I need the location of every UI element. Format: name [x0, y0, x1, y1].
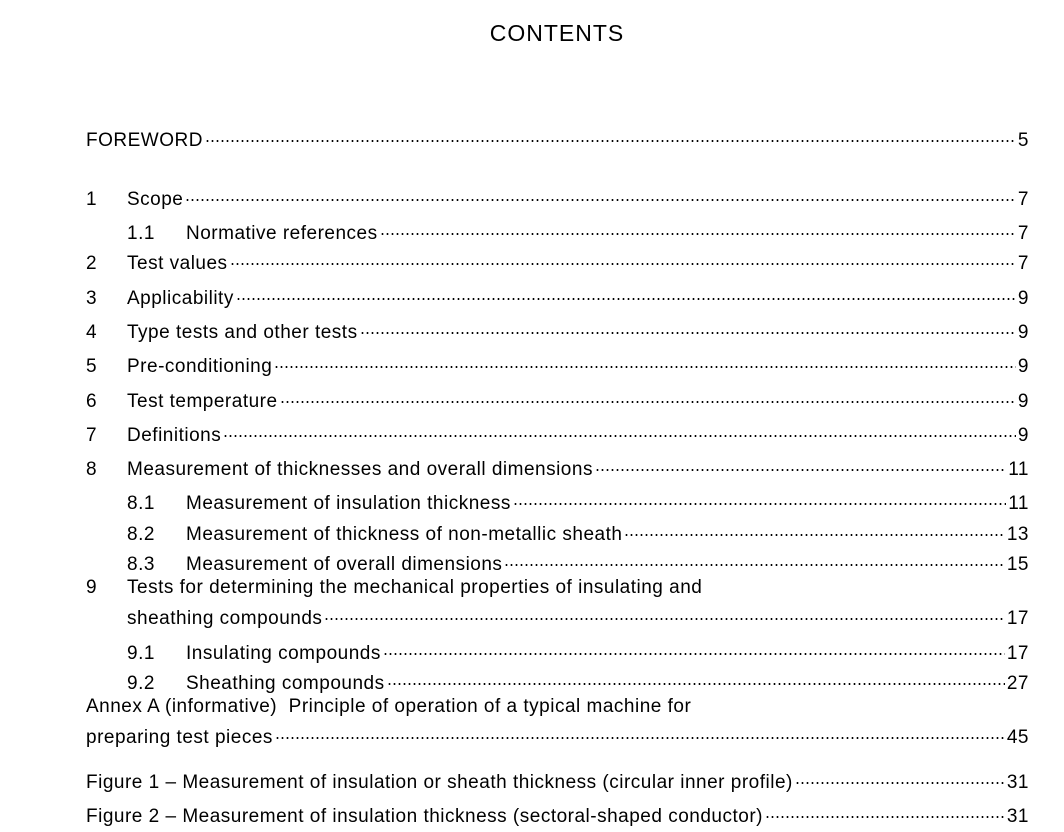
toc-section-number: 1 — [86, 189, 98, 210]
toc-entry-annex-a[interactable] — [86, 719, 1029, 750]
dot-leader — [280, 383, 1016, 407]
toc-entry-title: Figure 2 – Measurement of insulation thickness (sectoral-shaped conductor) — [86, 806, 763, 827]
toc-entry-title: Definitions — [127, 425, 222, 446]
toc-page-number: 45 — [1006, 727, 1029, 748]
dot-leader — [387, 665, 1005, 689]
toc-page-number: 17 — [1006, 643, 1029, 664]
toc-page-number: 9 — [1017, 288, 1029, 309]
dot-leader — [380, 215, 1016, 239]
toc-entry-title: Measurement of overall dimensions — [186, 554, 503, 575]
toc-entry-1[interactable] — [86, 181, 1029, 212]
toc-entry-title: sheathing compounds — [127, 608, 323, 629]
toc-entry-6[interactable] — [86, 383, 1029, 414]
dot-leader — [230, 245, 1016, 269]
dot-leader — [795, 764, 1005, 788]
toc-page-number: 7 — [1017, 253, 1029, 274]
toc-page-number: 9 — [1017, 391, 1029, 412]
toc-entry-2[interactable] — [86, 245, 1029, 276]
dot-leader — [765, 798, 1005, 822]
toc-entry-title: FOREWORD — [86, 130, 203, 151]
toc-page-number: 7 — [1017, 189, 1029, 210]
dot-leader — [595, 451, 1006, 475]
dot-leader — [236, 280, 1016, 304]
toc-entry-title: Insulating compounds — [186, 643, 381, 664]
dot-leader — [324, 600, 1004, 624]
dot-leader — [185, 181, 1016, 205]
toc-section-number: 8.1 — [127, 493, 155, 514]
toc-section-number: 8.3 — [127, 554, 155, 575]
toc-entry-title: Measurement of insulation thickness — [186, 493, 511, 514]
toc-entry-8-1[interactable] — [86, 485, 1029, 516]
toc-entry-5[interactable] — [86, 348, 1029, 379]
toc-page-number: 5 — [1017, 130, 1029, 151]
toc-entry-title: Applicability — [127, 288, 234, 309]
toc-entry-8-3[interactable] — [86, 546, 1029, 577]
toc-entry-3[interactable] — [86, 280, 1029, 311]
toc-page-number: 11 — [1008, 459, 1029, 480]
toc-entry-annex-a-line1[interactable]: Annex A (informative) Principle of operation of a typical machine for — [86, 696, 692, 717]
toc-entry-title: Type tests and other tests — [127, 322, 358, 343]
toc-page-number: 11 — [1008, 493, 1029, 514]
toc-entry-9-1[interactable] — [86, 635, 1029, 666]
dot-leader — [275, 719, 1005, 743]
toc-section-number: 9 — [86, 577, 98, 598]
dot-leader — [513, 485, 1006, 509]
toc-page-number: 7 — [1017, 223, 1029, 244]
toc-entry-8-2[interactable] — [86, 516, 1029, 547]
toc-page-number: 17 — [1006, 608, 1029, 629]
toc-entry-title: Pre-conditioning — [127, 356, 273, 377]
toc-entry-foreword[interactable] — [86, 122, 1029, 153]
dot-leader — [624, 516, 1004, 540]
toc-page-number: 9 — [1017, 425, 1029, 446]
toc-section-number: 9.2 — [127, 673, 155, 694]
toc-entry-title: Normative references — [186, 223, 378, 244]
toc-section-number: 6 — [86, 391, 98, 412]
toc-section-number: 8 — [86, 459, 98, 480]
toc-entry-title-line1: Tests for determining the mechanical properties of insulating and — [127, 577, 703, 598]
toc-entry-title: Test temperature — [127, 391, 278, 412]
toc-entry-9-line1[interactable] — [86, 576, 702, 600]
toc-section-number: 8.2 — [127, 524, 155, 545]
toc-entry-title: Measurement of thickness of non-metallic sheath — [186, 524, 623, 545]
dot-leader — [360, 314, 1016, 338]
toc-page-number: 31 — [1006, 806, 1029, 827]
toc-entry-title: Measurement of thicknesses and overall dimensions — [127, 459, 593, 480]
toc-section-number: 3 — [86, 288, 98, 309]
toc-page-number: 13 — [1006, 524, 1029, 545]
dot-leader — [383, 635, 1005, 659]
toc-page-number: 15 — [1006, 554, 1029, 575]
toc-section-number: 7 — [86, 425, 98, 446]
toc-entry-title: Scope — [127, 189, 184, 210]
toc-section-number: 1.1 — [127, 223, 155, 244]
dot-leader — [205, 122, 1016, 146]
toc-section-number: 2 — [86, 253, 98, 274]
toc-entry-4[interactable] — [86, 314, 1029, 345]
dot-leader — [223, 417, 1016, 441]
dot-leader — [504, 546, 1004, 570]
toc-section-number: 4 — [86, 322, 98, 343]
toc-entry-title: Sheathing compounds — [186, 673, 385, 694]
toc-entry-9[interactable] — [127, 600, 1029, 631]
dot-leader — [274, 348, 1016, 372]
toc-section-number: 9.1 — [127, 643, 155, 664]
toc-entry-title: Test values — [127, 253, 228, 274]
toc-entry-8[interactable] — [86, 451, 1029, 482]
toc-entry-figure-1[interactable] — [86, 764, 1029, 795]
page-title: CONTENTS — [489, 20, 625, 46]
toc-entry-title: preparing test pieces — [86, 727, 273, 748]
toc-entry-7[interactable] — [86, 417, 1029, 448]
toc-page-number: 27 — [1006, 673, 1029, 694]
toc-entry-figure-2[interactable] — [86, 798, 1029, 829]
toc-section-number: 5 — [86, 356, 98, 377]
toc-page-number: 31 — [1006, 772, 1029, 793]
toc-entry-1-1[interactable] — [86, 215, 1029, 246]
toc-page-number: 9 — [1017, 322, 1029, 343]
toc-page-number: 9 — [1017, 356, 1029, 377]
toc-entry-title: Figure 1 – Measurement of insulation or sheath thickness (circular inner profile) — [86, 772, 793, 793]
toc-entry-9-2[interactable] — [86, 665, 1029, 696]
